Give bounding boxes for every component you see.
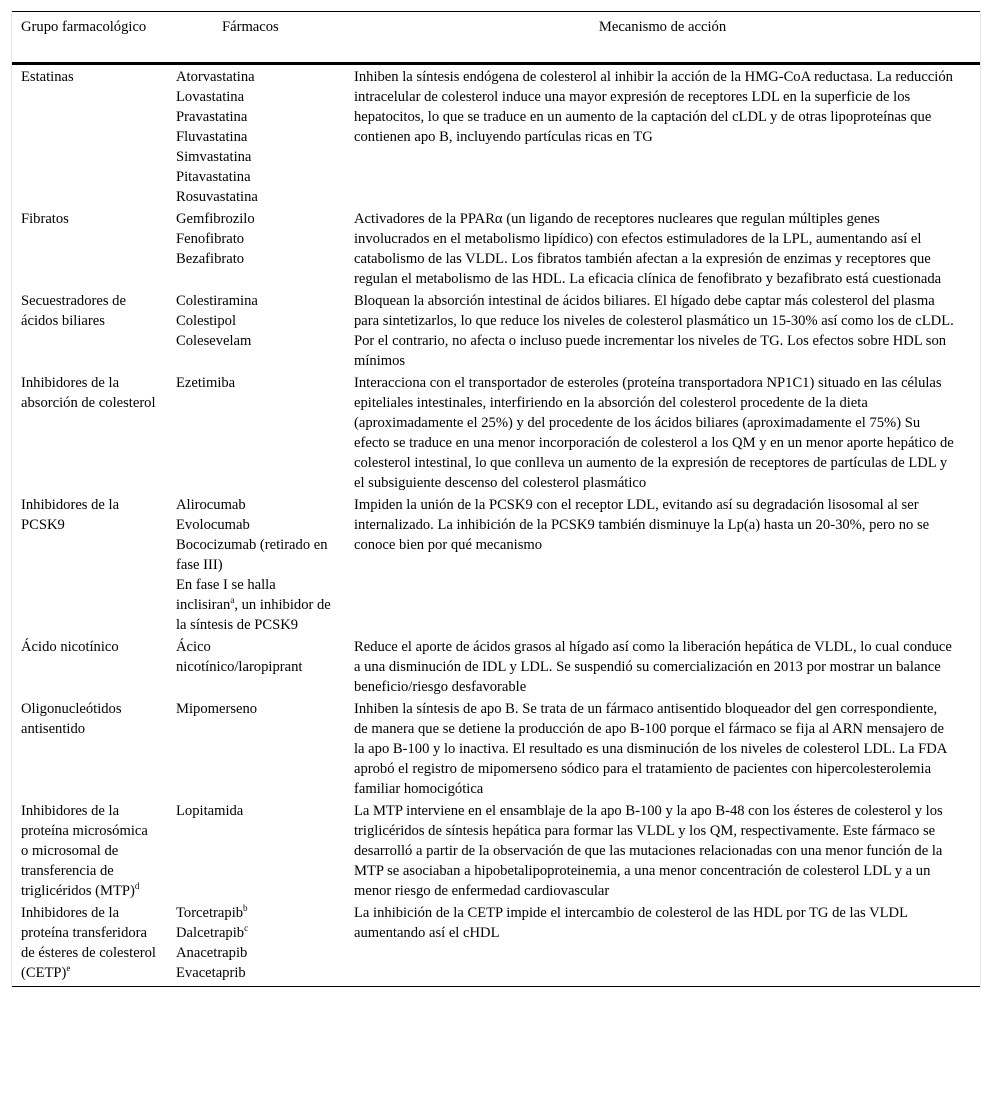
table-row [12, 371, 980, 493]
drug-item [176, 249, 336, 269]
drug-name: Alirocumab [176, 497, 246, 513]
mechanism-cell: Bloquean la absorción intestinal de ácidos biliares. El hígado debe captar más colesterol del plasma para sintetizarlos, lo que reduce los niveles de colesterol plasmático un 15-30% así como los de cLDL. Por el contrario, no afecta o incluso puede incrementar los niveles de TG. Los efectos sobre HDL son mínimos [354, 293, 954, 369]
drug-item [176, 209, 336, 229]
group-name: Ácido nicotínico [21, 639, 119, 655]
drug-name: Ezetimiba [176, 375, 236, 391]
group-cell [12, 493, 167, 635]
drugs-cell [167, 635, 345, 697]
group-cell [12, 635, 167, 697]
drug-name: Fluvastatina [176, 129, 248, 145]
mechanism-cell: Activadores de la PPARα (un ligando de receptores nucleares que regulan múltiples genes involucrados en el metabolismo lipídico) con efectos estimuladores de la LPL, aumentando así el catabolismo de las VLDL. Los fibratos también afectan a la expresión de enzimas y receptores que regulan el metabolismo de las HDL. La eficacia clínica de fenofibrato y bezafibrato está cuestionada [354, 211, 942, 287]
drugs-cell [167, 289, 345, 371]
drug-name: Anacetrapib [176, 945, 248, 961]
drug-item [176, 167, 336, 187]
drugs-cell [167, 901, 345, 987]
drug-item [176, 67, 336, 87]
drug-name: Mipomerseno [176, 701, 258, 717]
drug-item [176, 311, 336, 331]
drug-item [176, 107, 336, 127]
lipid-lowering-drugs-table [12, 11, 980, 987]
drug-name: Colesevelam [176, 333, 252, 349]
drug-item [176, 963, 336, 983]
drugs-cell [167, 697, 345, 799]
header-group: Grupo farmacológico [21, 19, 147, 35]
drug-name: Gemfibrozilo [176, 211, 255, 227]
drug-name: Dalcetrapib [176, 925, 245, 941]
drug-item [176, 515, 336, 535]
drug-name: Pravastatina [176, 109, 248, 125]
drug-item [176, 637, 336, 677]
drug-note: , un inhibidor de la síntesis de PCSK9 [176, 597, 331, 633]
group-name: Inhibidores de la proteína transferidora de ésteres de colesterol (CETP) [21, 905, 156, 981]
mechanism-cell: Impiden la unión de la PCSK9 con el receptor LDL, evitando así su degradación lisosomal al ser internalizado. La inhibición de la PCSK9 también disminuye la Lp(a) hasta un 20-30%, pero no se conoce bien por qué mecanismo [354, 497, 930, 553]
group-name: Inhibidores de la absorción de colesterol [21, 375, 156, 411]
mechanism-cell: La inhibición de la CETP impide el intercambio de colesterol de las HDL por TG de las VLDL aumentando así el cHDL [354, 905, 908, 941]
table-row [12, 697, 980, 799]
group-cell [12, 901, 167, 987]
drug-name: Lopitamida [176, 803, 244, 819]
drug-item [176, 699, 336, 719]
drugs-cell [167, 64, 345, 208]
drugs-cell [167, 207, 345, 289]
mechanism-cell: Inhiben la síntesis endógena de colesterol al inhibir la acción de la HMG-CoA reductasa. La reducción intracelular de colesterol induce una mayor expresión de receptores LDL en la superficie de los hepatocitos, lo que se traduce en un aumento de la captación del cLDL y de otras lipoproteínas que contienen apo B, incluyendo partículas ricas en TG [354, 69, 953, 145]
table-row [12, 901, 980, 987]
group-name: Oligonucleótidos antisentido [21, 701, 122, 737]
group-cell [12, 799, 167, 901]
group-name: Inhibidores de la PCSK9 [21, 497, 120, 533]
table-body [12, 64, 980, 987]
drug-item [176, 943, 336, 963]
group-cell [12, 207, 167, 289]
drug-item [176, 495, 336, 515]
table-row [12, 289, 980, 371]
drug-item [176, 903, 336, 923]
drug-name: En fase I se halla inclisiran [176, 577, 276, 613]
footnote-marker: c [244, 923, 249, 934]
footnote-marker: a [230, 595, 235, 606]
footnote-marker: d [134, 881, 140, 892]
drug-name: Evolocumab [176, 517, 250, 533]
drug-name: Torcetrapib [176, 905, 244, 921]
drug-item [176, 575, 336, 635]
group-cell [12, 64, 167, 208]
table-row [12, 799, 980, 901]
footnote-marker: e [66, 963, 71, 974]
drug-table-container [11, 11, 981, 987]
header-drugs: Fármacos [222, 19, 279, 35]
drug-name: Colestiramina [176, 293, 258, 309]
drugs-cell [167, 493, 345, 635]
drug-item [176, 331, 336, 351]
drug-name: Rosuvastatina [176, 189, 258, 205]
drug-name: Lovastatina [176, 89, 245, 105]
group-name: Fibratos [21, 211, 69, 227]
table-row [12, 207, 980, 289]
drug-name: Ácico nicotínico/laropiprant [176, 639, 303, 675]
drug-name: Colestipol [176, 313, 236, 329]
table-row [12, 493, 980, 635]
group-cell [12, 697, 167, 799]
group-name: Estatinas [21, 69, 74, 85]
table-row [12, 635, 980, 697]
header-mechanism: Mecanismo de acción [598, 19, 727, 35]
drug-name: Atorvastatina [176, 69, 255, 85]
drug-item [176, 373, 336, 393]
drug-name: Bezafibrato [176, 251, 245, 267]
drug-item [176, 923, 336, 943]
table-row [12, 64, 980, 208]
drug-item [176, 187, 336, 207]
drug-item [176, 87, 336, 107]
drug-item [176, 801, 336, 821]
group-name: Secuestradores de ácidos biliares [21, 293, 126, 329]
header-row [12, 12, 980, 64]
footnote-marker: b [243, 903, 248, 914]
drug-name: Evacetaprib [176, 965, 246, 981]
drug-item [176, 535, 336, 575]
group-cell [12, 289, 167, 371]
mechanism-cell: Reduce el aporte de ácidos grasos al hígado así como la liberación hepática de VLDL, lo cual conduce a una disminución de IDL y LDL. Se suspendió su comercialización en 2013 por mostrar un balance beneficio/riesgo desfavorable [354, 639, 952, 695]
drug-item [176, 127, 336, 147]
drugs-cell [167, 371, 345, 493]
mechanism-cell: La MTP interviene en el ensamblaje de la apo B-100 y la apo B-48 con los ésteres de colesterol y los triglicéridos de síntesis hepática para formar las VLDL y los QM, respectivamente. Este fármaco se desarrolló a partir de la observación de que las mutaciones relacionadas con una menor función de la MTP se asociaban a hipobetalipoproteinemia, a una menor concentración de colesterol LDL y a un menor riesgo de enfermedad cardiovascular [354, 803, 943, 899]
drug-name: Fenofibrato [176, 231, 245, 247]
mechanism-cell: Interacciona con el transportador de esteroles (proteína transportadora NP1C1) situado en las células epiteliales intestinales, interfiriendo en la absorción del colesterol procedente de la dieta (aproximadamente el 25%) y del procedente de los ácidos biliares (aproximadamente el 75%) Su efecto se traduce en una menor incorporación de colesterol a los QM y en un menor aporte hepático de colesterol intestinal, lo que conlleva un aumento de la expresión de receptores de partículas de LDL y el subsiguiente descenso del colesterol plasmático [354, 375, 954, 491]
drug-item [176, 291, 336, 311]
group-cell [12, 371, 167, 493]
group-name: Inhibidores de la proteína microsómica o microsomal de transferencia de triglicéridos (MTP) [21, 803, 148, 899]
drugs-cell [167, 799, 345, 901]
drug-name: Simvastatina [176, 149, 252, 165]
drug-name: Bococizumab (retirado en fase III) [176, 537, 328, 573]
drug-item [176, 147, 336, 167]
mechanism-cell: Inhiben la síntesis de apo B. Se trata de un fármaco antisentido bloqueador del gen correspondiente, de manera que se detiene la producción de apo B-100 porque el fármaco se fija al ARN mensajero de la apo B-100 y lo inactiva. El resultado es una disminución de los niveles de colesterol LDL. La FDA aprobó el registro de mipomerseno sódico para el tratamiento de pacientes con hipercolesterolemia familiar homocigótica [354, 701, 947, 797]
drug-name: Pitavastatina [176, 169, 251, 185]
drug-item [176, 229, 336, 249]
table-header [12, 12, 980, 64]
